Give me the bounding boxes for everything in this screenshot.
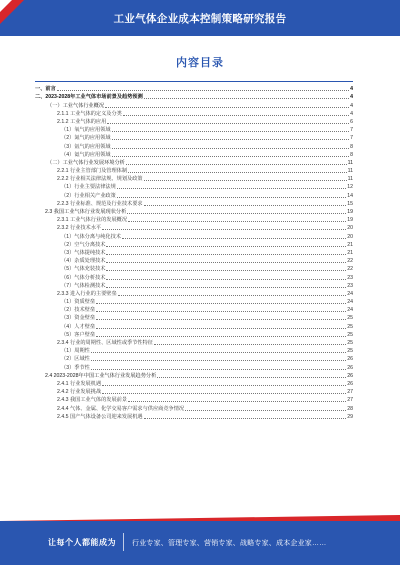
- toc-entry-label: 2.3.3 进入行业的主要壁垒: [57, 290, 117, 297]
- toc-entry-label: 2.4.2 行业发展挑战: [57, 389, 102, 396]
- toc-entry-page: 24: [347, 290, 353, 297]
- toc-leader-dots: [91, 348, 346, 353]
- toc-entry-label: （6）气体分析技术: [61, 274, 106, 281]
- toc-leader-dots: [112, 127, 350, 132]
- toc-heading: 内容目录: [176, 57, 224, 69]
- toc-entry-page: 19: [347, 209, 353, 215]
- toc-leader-dots: [118, 291, 347, 296]
- toc-entry[interactable]: [35, 200, 353, 208]
- toc-leader-dots: [106, 242, 346, 247]
- toc-entry-page: 28: [347, 405, 353, 412]
- toc-entry[interactable]: [35, 282, 353, 290]
- toc-entry[interactable]: [35, 396, 353, 404]
- toc-entry[interactable]: [35, 372, 353, 380]
- toc-entry[interactable]: [35, 257, 353, 265]
- toc-leader-dots: [144, 94, 349, 99]
- toc-entry-page: 19: [347, 217, 353, 224]
- report-title: 工业气体企业成本控制策略研究报告: [113, 13, 287, 25]
- toc-entry-label: 2.2.1 行业主管部门及管理体制: [57, 168, 128, 175]
- toc-entry-page: 27: [347, 389, 353, 396]
- toc-entry[interactable]: [35, 363, 353, 371]
- toc-entry[interactable]: [35, 142, 353, 150]
- toc-entry-page: 8: [350, 143, 353, 150]
- toc-entry-label: 2.3.1 工业气体行业的发展概况: [57, 217, 128, 224]
- toc-entry-label: 2.4.1 行业发展机遇: [57, 380, 102, 387]
- toc-entry[interactable]: [35, 167, 353, 175]
- footer-divider: [123, 533, 124, 551]
- toc-leader-dots: [154, 340, 346, 345]
- toc-entry[interactable]: [35, 151, 353, 159]
- toc-entry[interactable]: [35, 241, 353, 249]
- toc-entry[interactable]: [35, 191, 353, 199]
- toc-entry-label: （2）氮气的应用领域: [61, 135, 111, 142]
- toc-leader-dots: [96, 299, 346, 304]
- toc-entry-page: 22: [347, 258, 353, 265]
- toc-leader-dots: [107, 119, 349, 124]
- toc-entry-page: 4: [350, 110, 353, 117]
- toc-leader-dots: [106, 258, 346, 263]
- toc-leader-dots: [127, 209, 346, 214]
- toc-leader-dots: [106, 283, 346, 288]
- toc-entry-page: 29: [347, 413, 353, 420]
- toc-entry[interactable]: [35, 413, 353, 421]
- toc-entry-page: 8: [350, 151, 353, 158]
- toc-entry[interactable]: [35, 273, 353, 281]
- toc-entry-label: （5）客户壁垒: [61, 331, 96, 338]
- toc-entry-page: 25: [347, 348, 353, 355]
- toc-leader-dots: [105, 103, 349, 108]
- toc-leader-dots: [91, 356, 346, 361]
- toc-leader-dots: [112, 144, 350, 149]
- toc-entry[interactable]: [35, 306, 353, 314]
- toc-entry-page: 25: [347, 315, 353, 322]
- toc-entry-page: 21: [347, 241, 353, 248]
- toc-entry[interactable]: [35, 85, 353, 93]
- toc-entry[interactable]: [35, 175, 353, 183]
- toc-entry-label: （3）季节性: [61, 364, 90, 371]
- toc-entry[interactable]: [35, 331, 353, 339]
- toc-entry-page: 4: [350, 102, 353, 109]
- toc-entry-page: 7: [350, 127, 353, 134]
- toc-entry[interactable]: [35, 208, 353, 216]
- toc-leader-dots: [96, 315, 346, 320]
- toc-entry-label: 2.3.4 行业的周期性、区域性或季节性特征: [57, 340, 153, 346]
- toc-entry-page: 24: [347, 307, 353, 314]
- toc-leader-dots: [144, 201, 347, 206]
- toc-entry[interactable]: [35, 380, 353, 388]
- toc-leader-dots: [57, 86, 349, 91]
- toc-entry-label: 2.2.2 行业相关法律法规、规划及政策: [57, 176, 143, 183]
- toc-leader-dots: [96, 324, 346, 329]
- toc-entry-label: （3）气体提纯技术: [61, 249, 106, 256]
- toc-entry-page: 25: [347, 331, 353, 338]
- toc-entry-label: （一）工业气体行业概况: [47, 102, 105, 109]
- toc-entry-page: 25: [347, 340, 353, 346]
- toc-entry-page: 22: [347, 266, 353, 273]
- toc-leader-dots: [126, 160, 347, 165]
- toc-entry-page: 25: [347, 323, 353, 330]
- toc-entry-page: 4: [350, 94, 353, 101]
- toc-entry[interactable]: [35, 93, 353, 101]
- toc-leader-dots: [106, 275, 346, 280]
- toc-leader-dots: [128, 217, 346, 222]
- toc-leader-dots: [112, 135, 350, 140]
- toc-entry-page: 24: [347, 299, 353, 306]
- toc-entry-page: 20: [347, 225, 353, 232]
- toc-entry-label: 2.4.3 我国工业气体的发展前景: [57, 397, 128, 404]
- toc-entry-label: 2.4.5 国产气体设备公司迎来发展机遇: [57, 413, 143, 420]
- toc-entry-label: （1）气体分离与纯化技术: [61, 233, 121, 240]
- toc-entry-page: 4: [350, 86, 353, 93]
- toc-entry[interactable]: [35, 183, 353, 191]
- table-of-contents: [35, 85, 353, 421]
- page-footer: [0, 521, 400, 565]
- toc-leader-dots: [117, 184, 346, 189]
- toc-entry-label: （3）氩气的应用领域: [61, 143, 111, 150]
- toc-entry-label: （4）氦气的应用领域: [61, 151, 111, 158]
- toc-divider: [35, 81, 353, 82]
- page-header: [0, 0, 400, 36]
- toc-entry-label: 2.1.1 工业气体的定义及分类: [57, 110, 122, 117]
- toc-entry-page: 11: [347, 168, 353, 175]
- toc-entry[interactable]: [35, 322, 353, 330]
- toc-entry-page: 20: [347, 233, 353, 240]
- toc-entry-label: （5）气体充装技术: [61, 266, 106, 273]
- toc-entry-label: （二）工业气体行业发展环境分析: [47, 159, 125, 166]
- toc-entry[interactable]: [35, 355, 353, 363]
- toc-leader-dots: [106, 266, 346, 271]
- toc-entry-page: 26: [347, 364, 353, 371]
- toc-entry[interactable]: [35, 118, 353, 126]
- toc-leader-dots: [96, 307, 346, 312]
- footer-accent-stripe: [0, 515, 400, 521]
- toc-leader-dots: [91, 365, 346, 370]
- toc-entry-label: （7）气体检测技术: [61, 282, 106, 289]
- toc-leader-dots: [112, 152, 350, 157]
- toc-entry-label: （1）氧气的应用领域: [61, 127, 111, 134]
- toc-entry-label: （3）资金壁垒: [61, 315, 96, 322]
- toc-entry-label: （4）人才壁垒: [61, 323, 96, 330]
- toc-entry[interactable]: [35, 134, 353, 142]
- toc-entry-page: 6: [350, 118, 353, 125]
- toc-entry-page: 11: [347, 159, 353, 166]
- toc-entry-page: 26: [347, 380, 353, 387]
- toc-leader-dots: [185, 406, 346, 411]
- toc-entry[interactable]: [35, 101, 353, 109]
- toc-entry[interactable]: [35, 232, 353, 240]
- toc-entry-label: （2）空气分离技术: [61, 241, 106, 248]
- toc-entry-page: 11: [347, 176, 353, 183]
- toc-leader-dots: [123, 111, 349, 116]
- toc-leader-dots: [102, 389, 346, 394]
- toc-entry-label: 2.3.2 行业技术水平: [57, 225, 102, 232]
- footer-tagline: 行业专家、管理专家、营销专家、战略专家、成本企业家……: [132, 540, 327, 547]
- toc-entry-page: 26: [347, 356, 353, 363]
- footer-slogan: 让每个人都能成为: [48, 538, 116, 547]
- toc-entry-page: 26: [347, 372, 353, 379]
- toc-leader-dots: [102, 381, 346, 386]
- toc-leader-dots: [128, 397, 346, 402]
- toc-entry[interactable]: [35, 339, 353, 347]
- toc-entry-label: 2.2.3 行业标准、规范及行业技术要求: [57, 200, 143, 207]
- toc-entry[interactable]: [35, 298, 353, 306]
- toc-leader-dots: [96, 332, 346, 337]
- toc-entry-label: （1）资质壁垒: [61, 299, 96, 306]
- toc-leader-dots: [106, 250, 346, 255]
- toc-leader-dots: [128, 168, 347, 173]
- toc-entry-label: （4）杂质处理技术: [61, 258, 106, 265]
- toc-entry[interactable]: [35, 290, 353, 298]
- toc-entry[interactable]: [35, 216, 353, 224]
- toc-entry[interactable]: [35, 404, 353, 412]
- toc-entry[interactable]: [35, 265, 353, 273]
- toc-entry-page: 23: [347, 282, 353, 289]
- toc-entry-page: 7: [350, 135, 353, 142]
- toc-entry[interactable]: [35, 388, 353, 396]
- toc-entry-label: （1）行业主要法律法规: [61, 184, 116, 191]
- toc-leader-dots: [157, 373, 346, 378]
- toc-entry-label: 2.4.4 气体、金属、化学交易客户需求与供应商竞争情况: [57, 405, 185, 412]
- toc-entry[interactable]: [35, 347, 353, 355]
- toc-leader-dots: [102, 225, 346, 230]
- toc-entry-label: 2.4 2023-2028年中国工业气体行业发展趋势分析: [45, 372, 157, 379]
- toc-entry[interactable]: [35, 110, 353, 118]
- toc-entry-page: 12: [347, 184, 353, 191]
- toc-leader-dots: [144, 176, 347, 181]
- toc-entry-page: 27: [347, 397, 353, 404]
- toc-entry[interactable]: [35, 314, 353, 322]
- toc-entry-label: 二、2023-2028年工业气体市场前景及趋势预测: [35, 94, 143, 101]
- toc-entry-page: 21: [347, 249, 353, 256]
- toc-leader-dots: [117, 193, 346, 198]
- toc-entry[interactable]: [35, 159, 353, 167]
- toc-entry-label: （2）技术壁垒: [61, 307, 96, 314]
- toc-entry-page: 23: [347, 274, 353, 281]
- toc-entry-label: 一、前言: [35, 86, 56, 93]
- toc-entry-label: （1）周期性: [61, 348, 90, 355]
- toc-entry-label: 2.1.2 工业气体的应用: [57, 118, 107, 125]
- toc-entry-label: （2）区域性: [61, 356, 90, 363]
- toc-entry-label: 2.3 我国工业气体行业发展现状分析: [45, 209, 127, 215]
- toc-entry[interactable]: [35, 249, 353, 257]
- toc-leader-dots: [144, 414, 347, 419]
- toc-entry-label: （2）行业相关产业政策: [61, 192, 116, 199]
- toc-entry[interactable]: [35, 224, 353, 232]
- toc-entry-page: 14: [347, 192, 353, 199]
- toc-entry[interactable]: [35, 126, 353, 134]
- toc-leader-dots: [122, 234, 346, 239]
- toc-entry-page: 15: [347, 200, 353, 207]
